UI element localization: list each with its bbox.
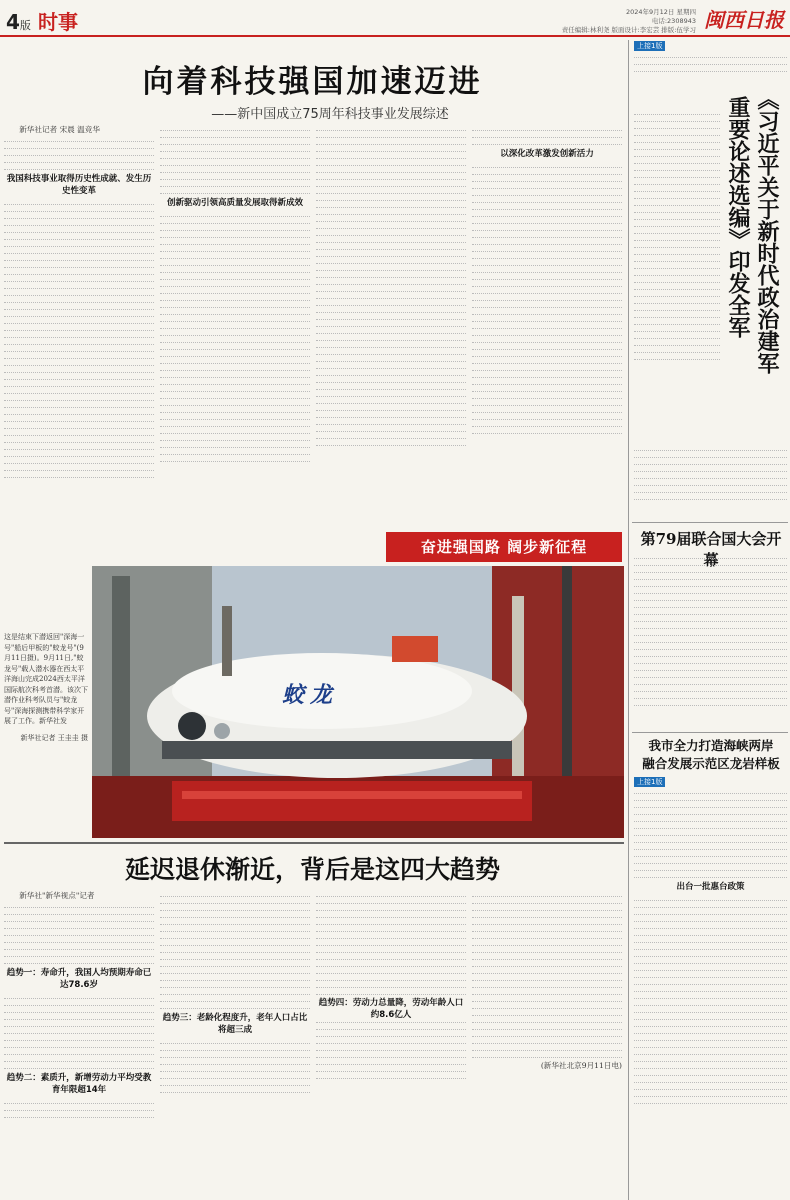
vertical-title-1: 《习近平关于新时代政治建军 [754, 88, 780, 374]
bottom-headline: 延迟退休渐近，背后是这四大趋势 [124, 855, 500, 884]
bottom-col3 [316, 890, 466, 1196]
lead-subhead: ——新中国成立75周年科技事业发展综述 [211, 107, 449, 122]
column-text-a [634, 108, 720, 442]
trend-1: 趋势一：寿命升，我国人均预期寿命已达78.6岁 [6, 968, 152, 990]
right-column-divider [628, 40, 629, 1200]
lead-byline: 新华社记者 宋晨 温竞华 [19, 125, 100, 134]
un-headline: 第79届联合国大会开幕 [640, 530, 782, 569]
date-line: 2024年9月12日 星期四 [625, 8, 696, 16]
masthead-info [556, 8, 696, 35]
bottom-col1 [4, 890, 154, 1196]
divider-2 [632, 732, 788, 733]
photo-label: 蛟龙 [282, 682, 339, 708]
longyan-headline-line1: 我市全力打造海峡两岸 [648, 738, 774, 753]
un-text [634, 552, 787, 730]
lead-subhead-1: 我国科技事业取得历史性成就、发生历史性变革 [6, 174, 152, 196]
editor-line: 责任编辑:林利尧 版面设计:李宏芸 排版:伍学习 [561, 26, 696, 34]
page-num: 4 [6, 10, 20, 34]
lead-subhead-3: 以深化改革激发创新活力 [500, 149, 594, 159]
vertical-title-2: 重要论述选编》印发全军 [725, 96, 751, 338]
continued-tag-2: 上接1版 [634, 777, 665, 787]
longyan-headline [634, 737, 788, 773]
bottom-byline: 新华社"新华视点"记者 [19, 891, 95, 900]
masthead-rule [0, 35, 790, 37]
bottom-col2 [160, 890, 310, 1196]
lead-text-col2 [160, 124, 310, 550]
banner-text: 奋进强国路 阔步新征程 [420, 538, 588, 556]
longyan-text [634, 776, 787, 1196]
paper-name: 闽西日报 [704, 8, 784, 32]
trend-3: 趋势三：老龄化程度升，老年人口占比将超三成 [162, 1013, 308, 1035]
trend-4: 趋势四：劳动力总量降，劳动年龄人口约8.6亿人 [316, 997, 466, 1021]
lead-text-col3 [316, 124, 466, 550]
jiaolong-photo [92, 566, 624, 838]
lead-text-col1 [4, 124, 154, 550]
submersible-illustration [92, 566, 624, 838]
continued-tag: 上接1版 [634, 41, 665, 51]
page-number [6, 6, 78, 35]
caption-text: 这是结束下潜返回"深海一号"船后甲板的"蛟龙号"(9月11日摄)。9月11日,"蛟龙号"载人潜水器在西太平洋海山完成2024西太平洋国际航次科考首潜。该次下潜作业科考队员与"蛟龙号"深海探测携带科学家开展了工作。新华社发 [4, 633, 88, 725]
divider-1 [632, 522, 788, 523]
code-line: 电话:2308943 [651, 17, 696, 25]
divider-bottom [4, 842, 624, 844]
trend-2: 趋势二：素质升，新增劳动力平均受教育年限超14年 [6, 1073, 152, 1095]
column-text-b [634, 444, 787, 520]
photo-credit: 新华社记者 王圭圭 摄 [20, 733, 88, 742]
lead-text-col4 [472, 124, 622, 524]
photo-caption [4, 632, 88, 838]
red-banner [386, 532, 622, 562]
bottom-col4 [472, 890, 622, 1196]
lead-headline: 向着科技强国加速迈进 [142, 64, 483, 100]
list-head: 出台一批惠台政策 [676, 882, 745, 892]
page-unit: 版 [19, 19, 31, 32]
lead-subhead-2: 创新驱动引领高质量发展取得新成效 [166, 198, 303, 208]
section-name: 时事 [38, 10, 79, 34]
longyan-headline-line2: 融合发展示范区龙岩样板 [642, 756, 780, 771]
closing-credit: (新华社北京9月11日电) [540, 1061, 622, 1070]
